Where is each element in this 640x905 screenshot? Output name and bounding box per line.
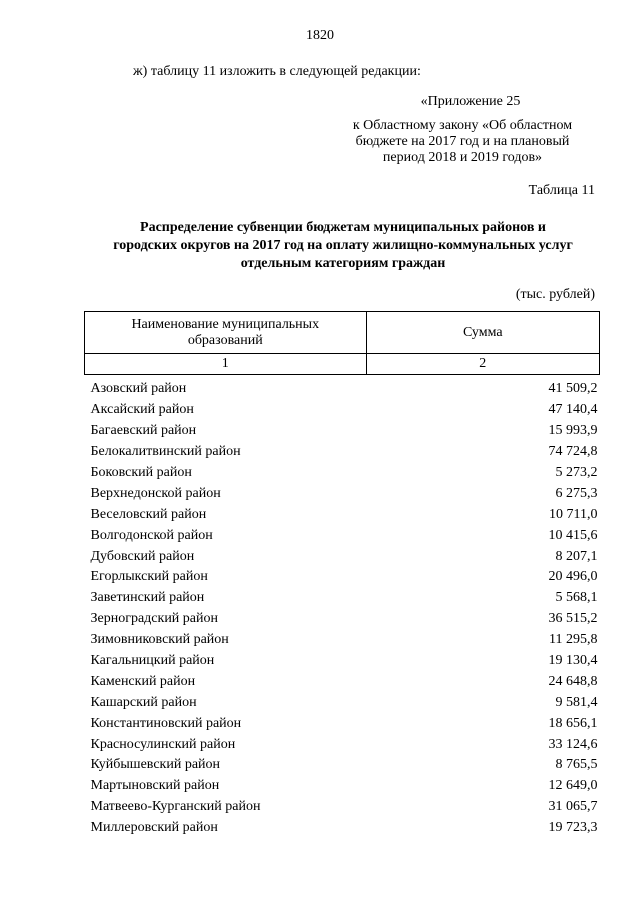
- district-sum: 10 415,6: [548, 527, 598, 543]
- appendix-line: к Областному закону «Об областном: [352, 118, 573, 133]
- district-sum: 74 724,8: [548, 444, 598, 460]
- district-name: Каменский район: [90, 673, 196, 689]
- district-sum: 47 140,4: [548, 402, 598, 418]
- table-row: [85, 567, 600, 588]
- district-sum: 24 648,8: [548, 673, 598, 689]
- district-name: Куйбышевский район: [90, 757, 221, 773]
- table-body: [85, 375, 600, 839]
- district-name: Егорлыкский район: [90, 569, 208, 585]
- district-sum: 11 295,8: [549, 632, 598, 648]
- table-row: [85, 400, 600, 421]
- district-name: Аксайский район: [90, 402, 194, 418]
- district-name: Мартыновский район: [90, 778, 220, 794]
- table-row: [85, 463, 600, 484]
- table-number: Таблица 11: [528, 183, 595, 198]
- district-sum: 5 568,1: [555, 590, 598, 606]
- district-name: Белокалитвинский район: [90, 444, 241, 460]
- district-sum: 18 656,1: [548, 715, 598, 731]
- district-name: Кагальницкий район: [90, 653, 215, 669]
- district-name: Багаевский район: [90, 423, 197, 439]
- column-header-name: Наименование муниципальных образований: [85, 312, 367, 354]
- table-row: [85, 609, 600, 630]
- district-name: Зимовниковский район: [90, 632, 229, 648]
- district-sum: 10 711,0: [549, 506, 598, 522]
- district-sum: 12 649,0: [548, 778, 598, 794]
- district-sum: 33 124,6: [548, 736, 598, 752]
- district-sum: 9 581,4: [555, 694, 598, 710]
- district-name: Кашарский район: [90, 694, 197, 710]
- district-name: Веселовский район: [90, 506, 207, 522]
- district-name: Волгодонской район: [90, 527, 213, 543]
- district-name: Боковский район: [90, 465, 192, 480]
- units-label: (тыс. рублей): [515, 287, 595, 302]
- district-sum: 6 275,3: [555, 485, 598, 501]
- table-row: [85, 797, 600, 818]
- district-sum: 19 723,3: [548, 820, 598, 836]
- table-row: [85, 483, 600, 504]
- district-name: Азовский район: [90, 381, 187, 397]
- table-row: [85, 734, 600, 755]
- district-name: Матвеево-Курганский район: [90, 799, 261, 815]
- district-sum: 19 130,4: [548, 653, 598, 669]
- district-sum: 8 765,5: [555, 757, 598, 773]
- district-sum: 20 496,0: [548, 569, 598, 585]
- district-name: Миллеровский район: [90, 820, 218, 836]
- appendix-line: период 2018 и 2019 годов»: [382, 150, 543, 165]
- appendix-line: бюджете на 2017 год и на плановый: [355, 134, 570, 149]
- table-row: [85, 630, 600, 651]
- table-row: [85, 546, 600, 567]
- district-sum: 5 273,2: [555, 465, 598, 480]
- table-row: [85, 776, 600, 797]
- district-sum: 15 993,9: [548, 423, 598, 439]
- column-number-row: [85, 354, 600, 375]
- table-row: [85, 651, 600, 672]
- table-row: [85, 713, 600, 734]
- district-name: Дубовский район: [90, 548, 195, 564]
- table-row: [85, 588, 600, 609]
- column-number-1: 1: [85, 354, 367, 375]
- table-heading: [88, 219, 598, 273]
- table-row: [85, 525, 600, 546]
- district-sum: 36 515,2: [548, 611, 598, 627]
- table-row: [85, 379, 600, 400]
- subvention-table: [84, 311, 600, 839]
- table-row: [85, 671, 600, 692]
- heading-line: отдельным категориям граждан: [240, 256, 446, 271]
- intro-text: ж) таблицу 11 изложить в следующей редакции:: [133, 64, 421, 79]
- table-header-row: [85, 312, 600, 354]
- table-row: [85, 818, 600, 839]
- district-name: Зерноградский район: [90, 611, 218, 627]
- appendix-title: «Приложение 25: [420, 94, 521, 109]
- page-number: 1820: [306, 28, 334, 43]
- district-sum: 31 065,7: [548, 799, 598, 815]
- district-name: Красносулинский район: [90, 736, 236, 752]
- table-row: [85, 442, 600, 463]
- district-name: Заветинский район: [90, 590, 205, 606]
- table-row: [85, 692, 600, 713]
- district-name: Константиновский район: [90, 715, 242, 731]
- column-number-2: 2: [366, 354, 599, 375]
- table-row: [85, 755, 600, 776]
- table-row: [85, 421, 600, 442]
- district-sum: 8 207,1: [555, 548, 598, 564]
- appendix-block: [330, 94, 595, 166]
- district-name: Верхнедонской район: [90, 485, 221, 501]
- heading-line: городских округов на 2017 год на оплату жилищно-коммунальных услуг: [113, 238, 573, 253]
- heading-line: Распределение субвенции бюджетам муниципальных районов и: [140, 220, 546, 235]
- column-header-sum: Сумма: [366, 312, 599, 354]
- district-sum: 41 509,2: [548, 381, 598, 397]
- table-row: [85, 504, 600, 525]
